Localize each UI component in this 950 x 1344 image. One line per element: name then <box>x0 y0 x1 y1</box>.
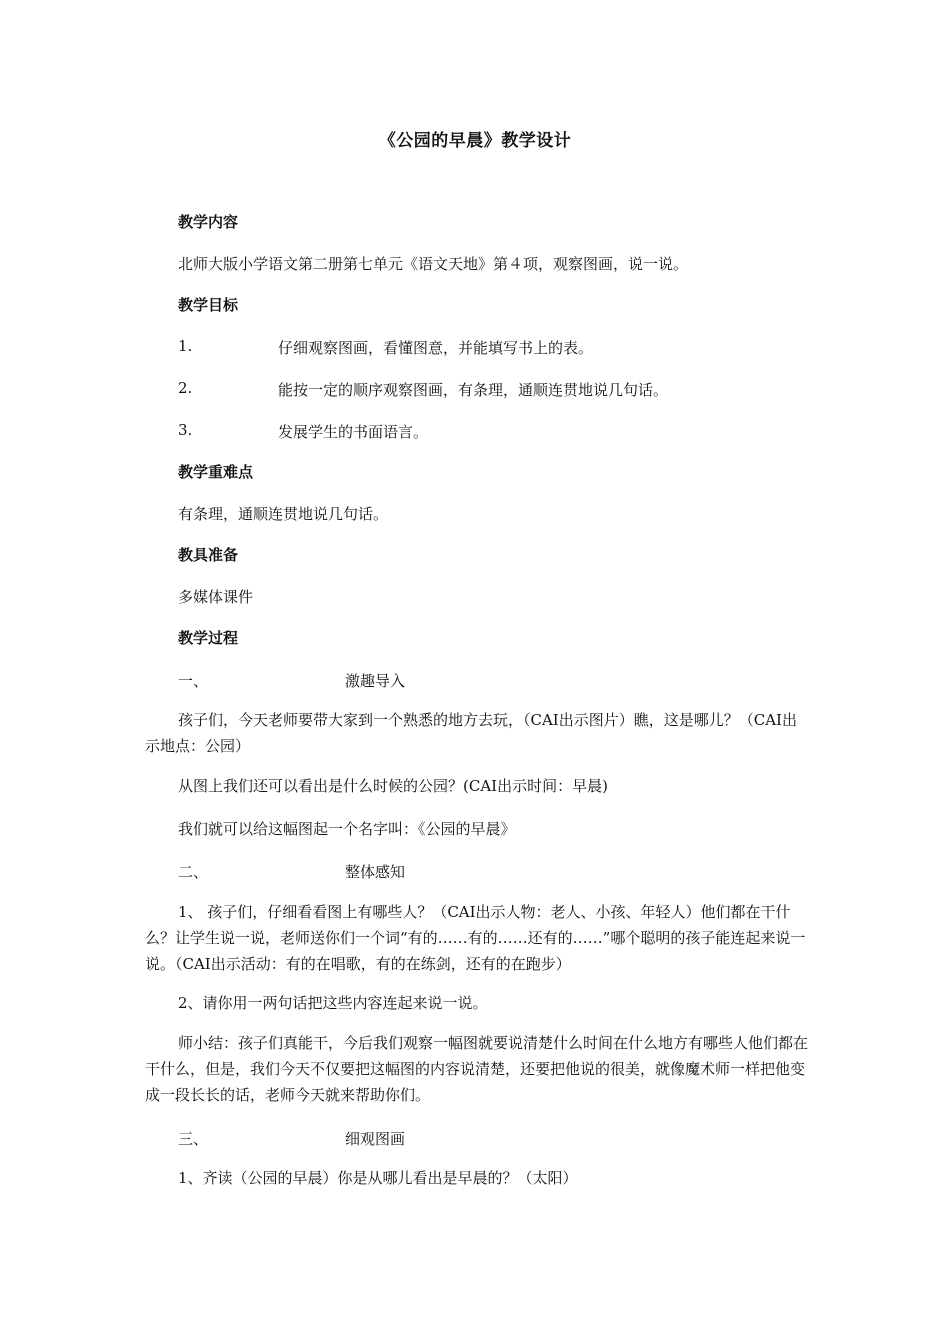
heading-teaching-tools: 教具准备 <box>178 546 239 564</box>
paragraph-intro: 孩子们，今天老师要带大家到一个熟悉的地方去玩，（CAI出示图片）瞧，这是哪儿？（CAI出示地点：公园） <box>145 711 797 755</box>
goal-1-number: 1. <box>178 337 193 355</box>
document-title: 《公园的早晨》教学设计 <box>378 131 572 151</box>
section-2-title: 整体感知 <box>345 863 406 881</box>
section-1-number: 一、 <box>178 672 209 690</box>
teaching-tools-text: 多媒体课件 <box>178 588 254 606</box>
paragraph-title-naming: 我们就可以给这幅图起一个名字叫：《公园的早晨》 <box>178 820 516 838</box>
goal-1-text: 仔细观察图画，看懂图意，并能填写书上的表。 <box>278 339 594 357</box>
heading-teaching-goals: 教学目标 <box>178 296 239 314</box>
paragraph-time-question: 从图上我们还可以看出是什么时候的公园？(CAI出示时间：早晨) <box>178 777 608 795</box>
heading-teaching-process: 教学过程 <box>178 629 239 647</box>
goal-3-text: 发展学生的书面语言。 <box>278 423 429 441</box>
key-points-text: 有条理，通顺连贯地说几句话。 <box>178 505 389 523</box>
goal-3-number: 3. <box>178 421 193 439</box>
section-3-title: 细观图画 <box>345 1130 406 1148</box>
goal-2-number: 2. <box>178 379 193 397</box>
paragraph-teacher-summary: 师小结：孩子们真能干，今后我们观察一幅图就要说清楚什么时间在什么地方有哪些人他们都在干什么，但是，我们今天不仅要把这幅图的内容说清楚，还要把他说的很美，就像魔术师一样把他变成一段长长的话，老师今天就来帮助你们。 <box>145 1034 809 1104</box>
section-2-number: 二、 <box>178 863 209 881</box>
teaching-content-text: 北师大版小学语文第二册第七单元《语文天地》第４项，观察图画，说一说。 <box>178 255 689 273</box>
section-1-title: 激趣导入 <box>345 672 406 690</box>
paragraph-observe-people: 1、 孩子们，仔细看看图上有哪些人？（CAI出示人物：老人、小孩、年轻人）他们都在干什么？让学生说一说，老师送你们一个词“有的……有的……还有的……”哪个聪明的孩子能连起来说一说。（CAI出示活动：有的在唱歌，有的在练剑，还有的在跑步） <box>145 903 806 973</box>
paragraph-read-aloud: 1、齐读（公园的早晨）你是从哪儿看出是早晨的？（太阳） <box>178 1169 578 1187</box>
section-3-number: 三、 <box>178 1130 209 1148</box>
goal-2-text: 能按一定的顺序观察图画，有条理，通顺连贯地说几句话。 <box>278 381 669 399</box>
paragraph-connect-sentences: 2、请你用一两句话把这些内容连起来说一说。 <box>178 994 488 1012</box>
heading-key-points: 教学重难点 <box>178 463 254 481</box>
heading-teaching-content: 教学内容 <box>178 213 239 231</box>
